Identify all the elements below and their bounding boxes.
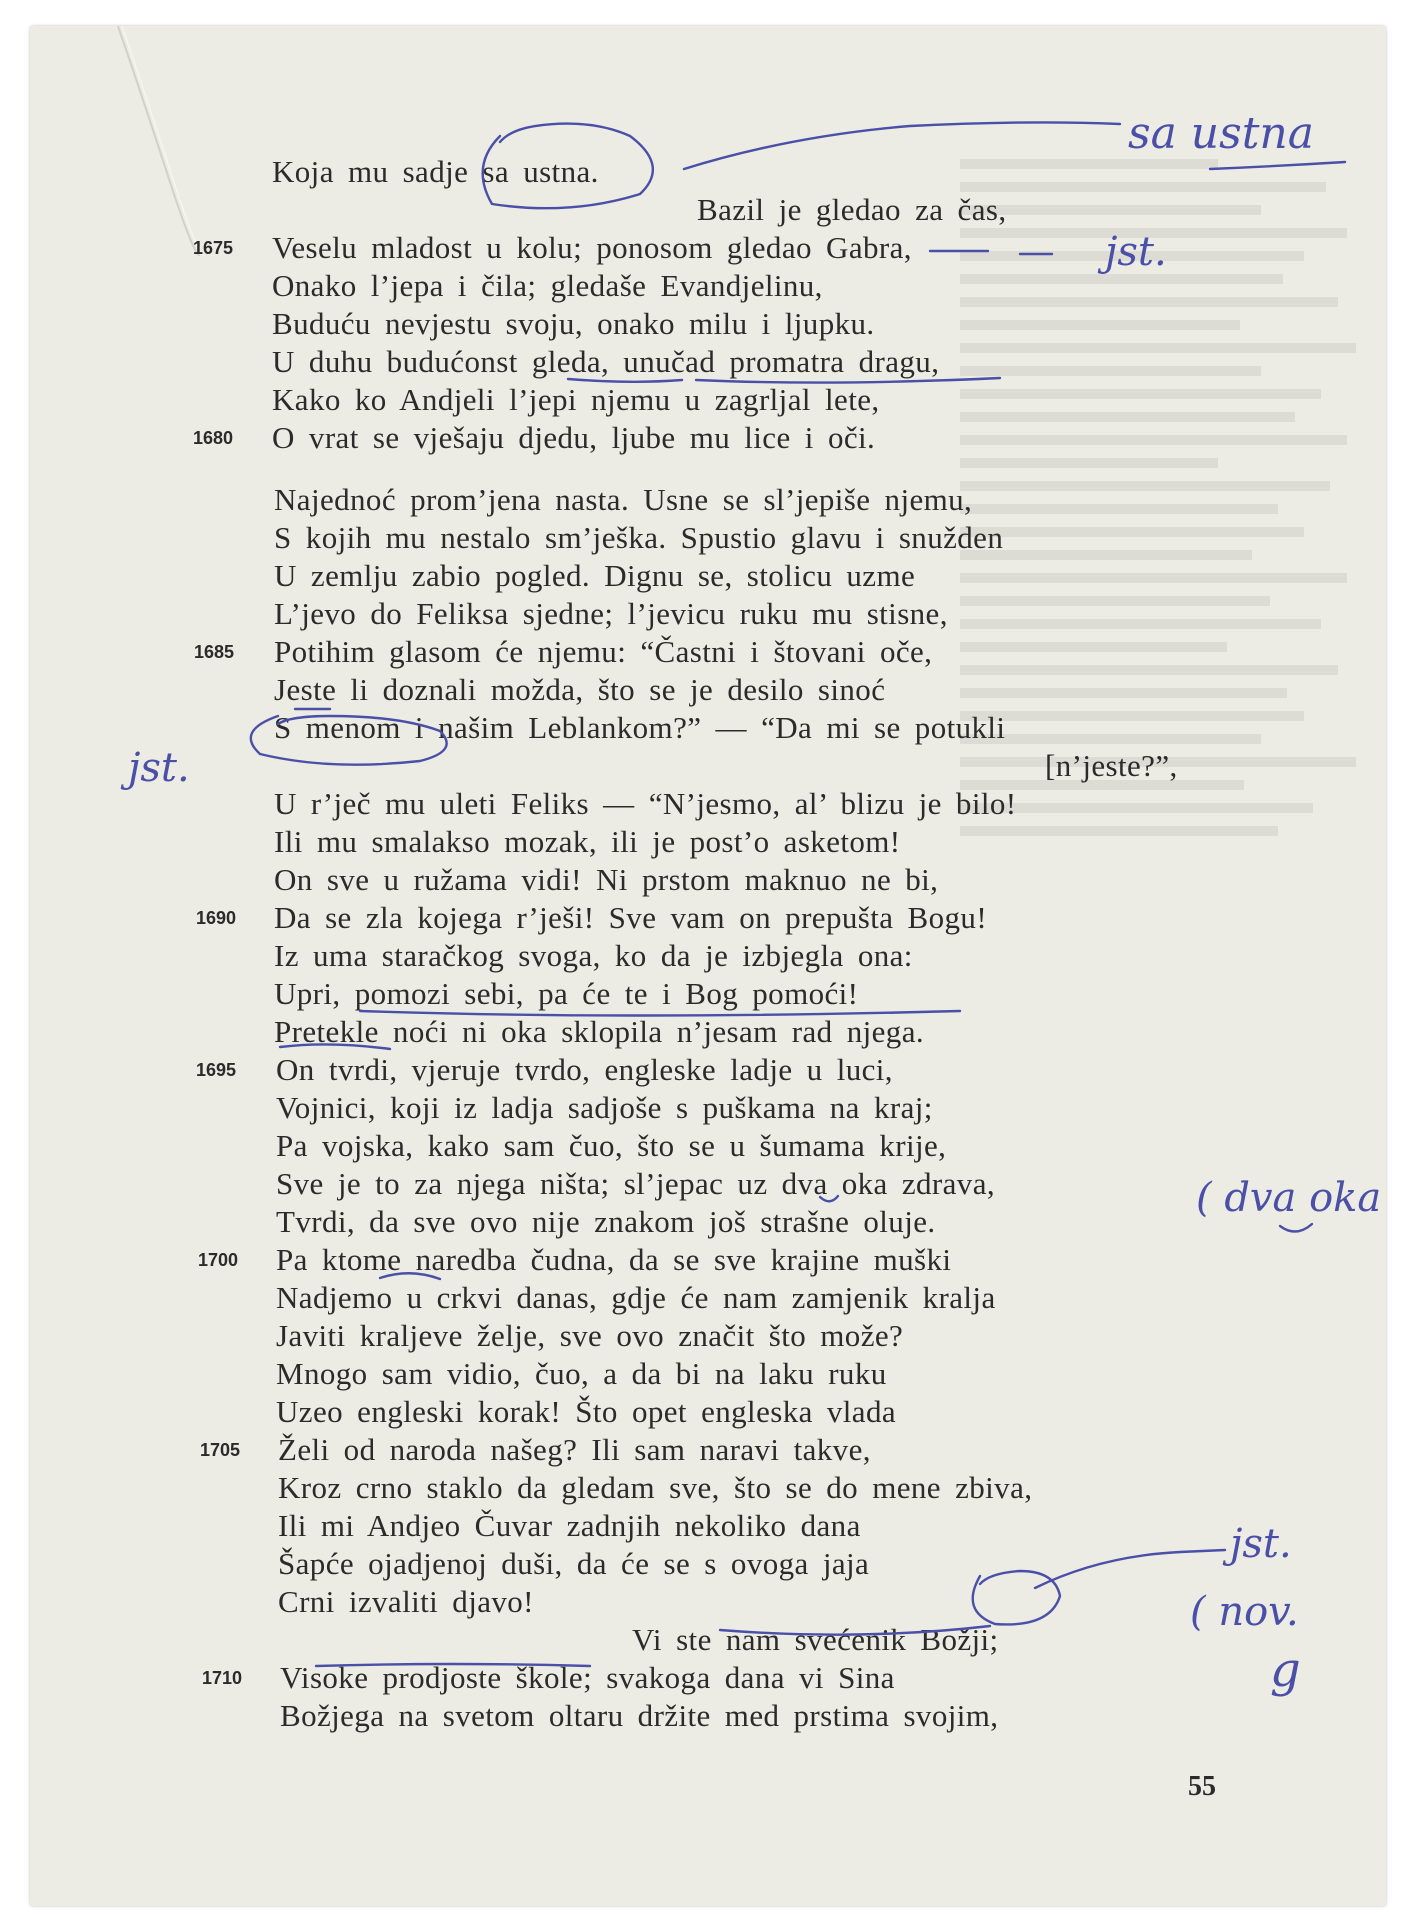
verse-line: L’jevo do Feliksa sjedne; l’jevicu ruku mu stisne, (274, 596, 948, 631)
verse-line: Iz uma staračkog svoga, ko da je izbjegla ona: (274, 938, 913, 973)
note-dva-oka: ( dva oka (1196, 1175, 1382, 1221)
verse-line: O vrat se vješaju djedu, ljube mu lice i oči. (272, 420, 876, 455)
verse-line: Želi od naroda našeg? Ili sam naravi takve, (278, 1432, 871, 1467)
verse-line: Najednoć prom’jena nasta. Usne se sl’jepiše njemu, (274, 482, 973, 517)
note-jst-2: jst. (128, 745, 190, 791)
verse-line: Uzeo engleski korak! Što opet engleska vlada (276, 1394, 897, 1429)
line-number: 1710 (202, 1668, 243, 1688)
verse-line: Onako l’jepa i čila; gledaše Evandjelinu, (272, 268, 823, 303)
line-number: 1675 (193, 238, 234, 258)
page-crease (30, 26, 230, 256)
note-jst-3: jst. (1230, 1521, 1292, 1567)
verse-line: Pretekle noći ni oka sklopila n’jesam rad njega. (274, 1014, 925, 1049)
note-jst-1: jst. (1105, 229, 1167, 275)
page-number: 55 (1188, 1771, 1216, 1802)
verse-line: S kojih mu nestalo sm’ješka. Spustio glavu i snuždеn (274, 520, 1004, 555)
verse-line: Buduću nevjestu svoju, onako milu i ljupku. (272, 306, 875, 341)
verse-line: Bazil je gledao za čas, (697, 192, 1007, 227)
verse-line: Koja mu sadje sa ustna. (272, 154, 599, 189)
line-number: 1695 (196, 1060, 237, 1080)
verse-line: U duhu budućonst gleda, unučad promatra dragu, (272, 344, 940, 379)
verse-line: Mnogo sam vidio, čuo, a da bi na laku ruku (276, 1356, 887, 1391)
verse-line: Ili mu smalakso mozak, ili je post’o asketom! (274, 824, 901, 859)
verse-line: Pa ktome naredba čudna, da se sve krajine muški (276, 1242, 952, 1277)
verse-line: Potihim glasom će njemu: “Častni i štovani oče, (274, 634, 933, 669)
verse-line: Sve je to za njega ništa; sl’jepac uz dva oka zdrava, (276, 1166, 996, 1201)
verse-line: U zemlju zabio pogled. Dignu se, stolicu uzme (274, 558, 916, 593)
verse-line: Crni izvaliti djavo! (278, 1584, 534, 1619)
verse-line: On sve u ružama vidi! Ni prstom maknuo ne bi, (274, 862, 939, 897)
verse-line: Pa vojska, kako sam čuo, što se u šumama krije, (276, 1128, 947, 1163)
line-number: 1690 (196, 908, 237, 928)
book-page (30, 26, 1386, 1906)
verse-line: On tvrdi, vjeruje tvrdo, engleske ladje u luci, (276, 1052, 893, 1087)
underline-sa-ustna-note (1210, 162, 1345, 169)
verse-line: U r’ječ mu uleti Feliks — “N’jesmo, al’ blizu je bilo! (274, 786, 1017, 821)
verse-line: Visoke prodjoste škole; svakoga dana vi Sina (280, 1660, 895, 1695)
line-number: 1680 (193, 428, 234, 448)
verse-line: S menom i našim Leblankom?” — “Da mi se potukli (274, 710, 1006, 745)
line-number: 1705 (200, 1440, 241, 1460)
verse-line: Šapće ojadjenoj duši, da će se s ovoga jaja (278, 1546, 870, 1581)
note-sa-ustna: sa ustna (1128, 108, 1314, 159)
verse-line: Da se zla kojega r’ješi! Sve vam on prepušta Bogu! (274, 900, 988, 935)
verse-line: Kako ko Andjeli l’jepi njemu u zagrljal lete, (272, 382, 880, 417)
verse-line: Kroz crno staklo da gledam sve, što se do mene zbiva, (278, 1470, 1033, 1505)
connector-line-top (684, 122, 1120, 169)
verse-line: Jeste li doznali možda, što se je desilo sinoć (274, 672, 886, 707)
smile-dva-oka (1280, 1224, 1312, 1232)
note-nov: ( nov. (1190, 1589, 1299, 1635)
verse-line: Vojnici, koji iz ladja sadjoše s puškama na kraj; (276, 1090, 933, 1125)
connector-jaja (1035, 1550, 1225, 1588)
line-number: 1700 (198, 1250, 239, 1270)
verse-line: Ili mi Andjeo Čuvar zadnjih nekoliko dana (278, 1508, 861, 1543)
verse-line: Tvrdi, da sve ovo nije znakom još strašne oluje. (276, 1204, 936, 1239)
verse-line: Nadjemo u crkvi danas, gdje će nam zamjenik kralja (276, 1280, 996, 1315)
bleed-through-text (960, 146, 1386, 1446)
verse-line: Veselu mladost u kolu; ponosom gledao Gabra, (272, 230, 912, 265)
verse-line: [n’jeste?”, (1045, 748, 1178, 783)
circle-jaja (973, 1571, 1060, 1624)
verse-line: Božjega na svetom oltaru držite med prstima svojim, (280, 1698, 999, 1733)
note-g: g (1270, 1642, 1301, 1698)
line-number: 1685 (194, 642, 235, 662)
verse-line: Vi ste nam svećenik Božji; (632, 1622, 999, 1657)
verse-line: Upri, pomozi sebi, pa će te i Bog pomoći! (274, 976, 859, 1011)
verse-line: Javiti kraljeve želje, sve ovo značit što može? (276, 1318, 904, 1353)
